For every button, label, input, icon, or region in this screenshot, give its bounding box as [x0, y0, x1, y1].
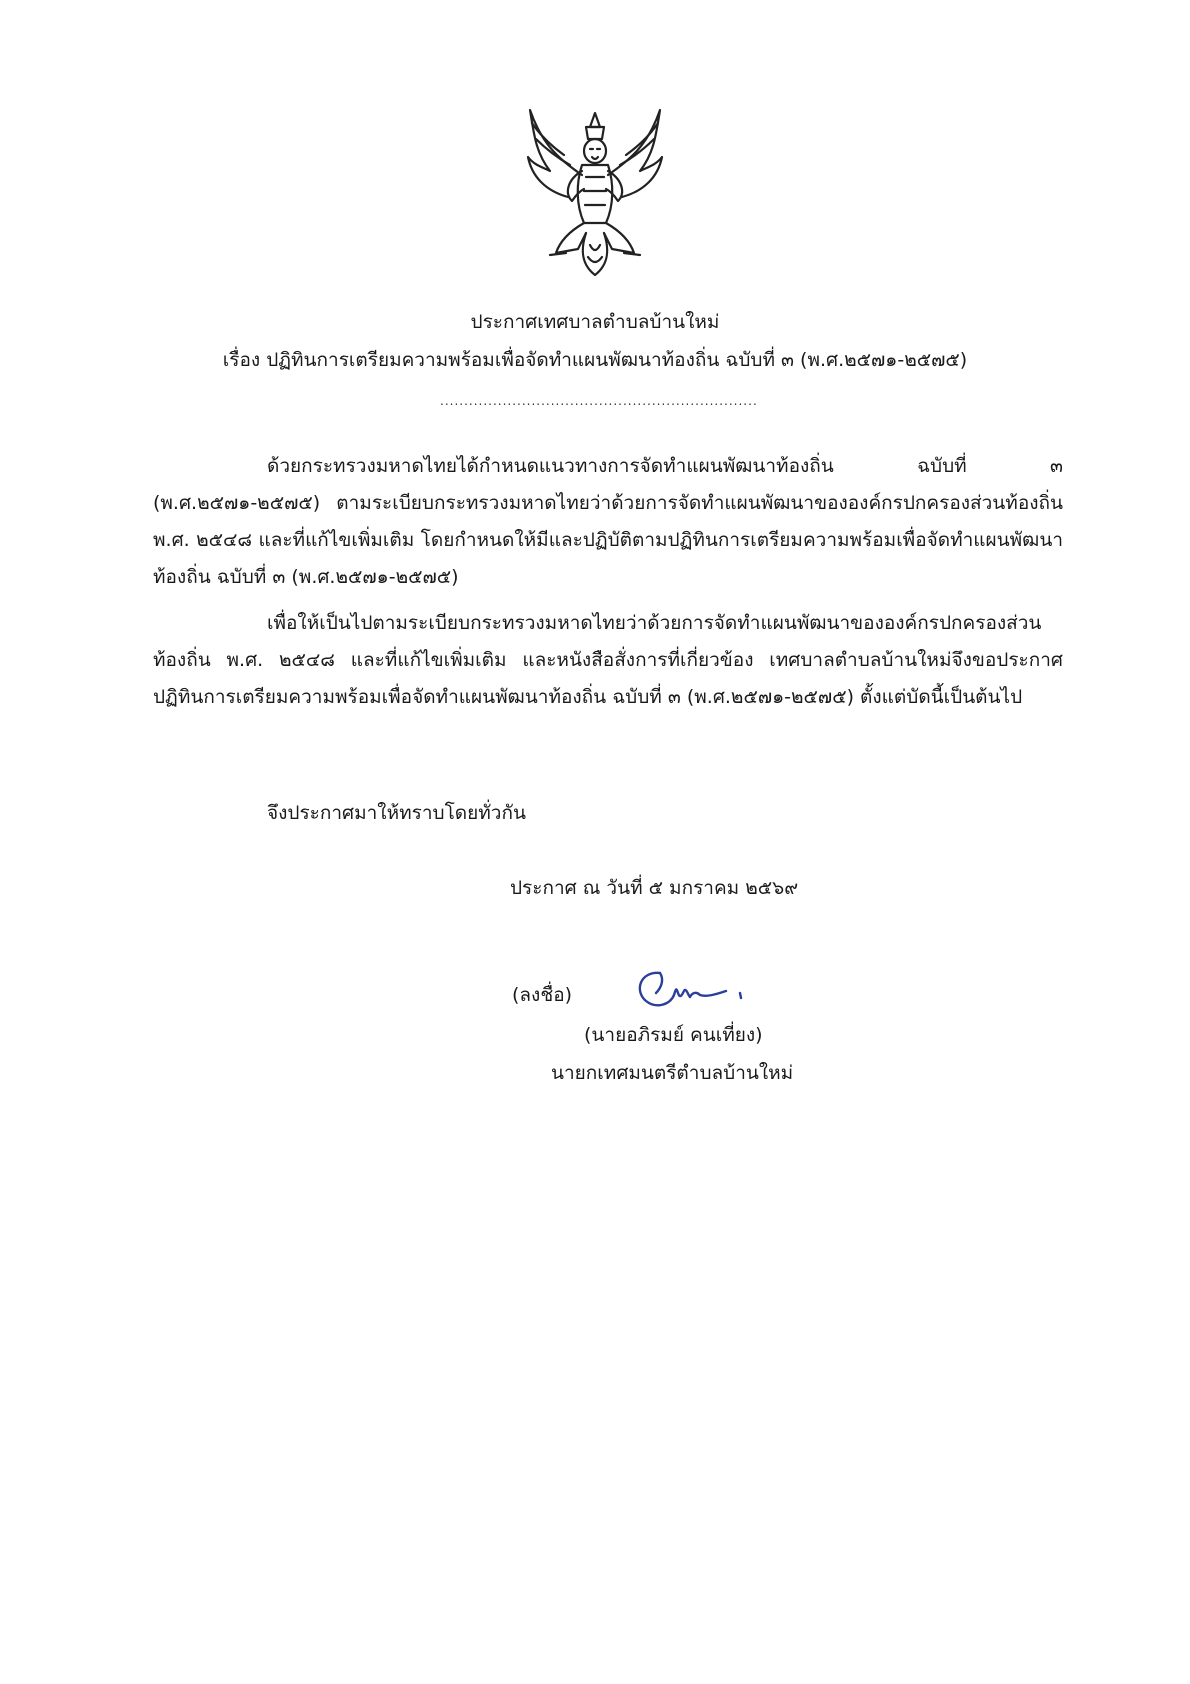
signer-name: (นายอภิรมย์ คนเที่ยง)	[584, 1024, 763, 1046]
garuda-emblem-icon	[520, 105, 670, 280]
sign-label: (ลงชื่อ)	[512, 984, 573, 1006]
handwritten-signature	[630, 965, 750, 1015]
signer-position: นายกเทศมนตรีตำบลบ้านใหม่	[551, 1062, 794, 1084]
body-paragraph-1: ด้วยกระทรวงมหาดไทยได้กำหนดแนวทางการจัดทำแผนพัฒนาท้องถิ่น ฉบับที่ ๓ (พ.ศ.๒๕๗๑-๒๕๗๕) ตามระเบียบกระทรวงมหาดไทยว่าด้วยการจัดทำแผนพัฒนาขององค์กรปกครองส่วนท้องถิ่น พ.ศ. ๒๕๔๘ และที่แก้ไขเพิ่มเติม โดยกำหนดให้มีและปฏิบัติตามปฏิทินการเตรียมความพร้อมเพื่อจัดทำแผนพัฒนาท้องถิ่น ฉบับที่ ๓ (พ.ศ.๒๕๗๑-๒๕๗๕)	[153, 455, 1063, 588]
separator-dotted-line: ..................................................................	[440, 395, 758, 407]
announcement-date: ประกาศ ณ วันที่ ๕ มกราคม ๒๕๖๙	[510, 877, 799, 899]
closing-statement: จึงประกาศมาให้ทราบโดยทั่วกัน	[267, 802, 526, 824]
announcement-subject: เรื่อง ปฏิทินการเตรียมความพร้อมเพื่อจัดทำแผนพัฒนาท้องถิ่น ฉบับที่ ๓ (พ.ศ.๒๕๗๑-๒๕๗๕)	[222, 349, 968, 371]
announcement-title: ประกาศเทศบาลตำบลบ้านใหม่	[470, 311, 720, 333]
body-paragraph-2: เพื่อให้เป็นไปตามระเบียบกระทรวงมหาดไทยว่าด้วยการจัดทำแผนพัฒนาขององค์กรปกครองส่วนท้องถิ่น พ.ศ. ๒๕๔๘ และที่แก้ไขเพิ่มเติม และหนังสือสั่งการที่เกี่ยวข้อง เทศบาลตำบลบ้านใหม่จึงขอประกาศปฏิทินการเตรียมความพร้อมเพื่อจัดทำแผนพัฒนาท้องถิ่น ฉบับที่ ๓ (พ.ศ.๒๕๗๑-๒๕๗๕) ตั้งแต่บัดนี้เป็นต้นไป	[153, 612, 1063, 708]
